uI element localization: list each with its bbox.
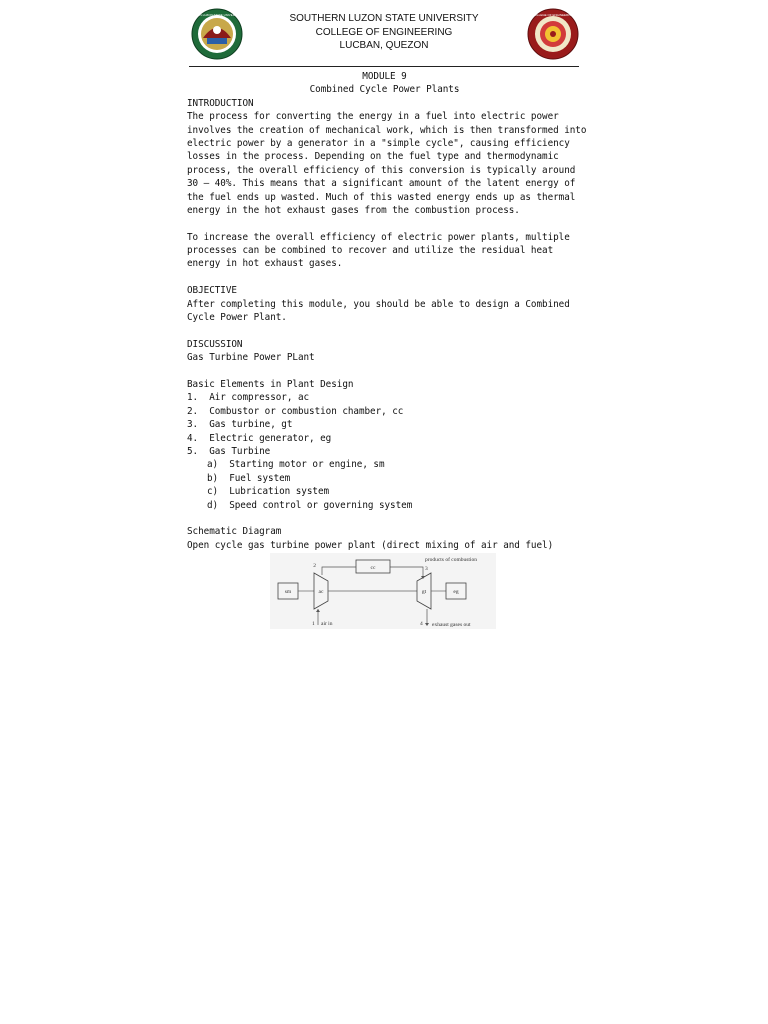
list-item: 1. Air compressor, ac bbox=[187, 392, 310, 404]
campus-location: LUCBAN, QUEZON bbox=[339, 40, 429, 51]
module-title: Combined Cycle Power Plants bbox=[309, 84, 460, 96]
elements-heading: Basic Elements in Plant Design bbox=[187, 378, 354, 390]
state-4-label: 4 bbox=[420, 621, 423, 627]
objective-paragraph: After completing this module, you should be able to design a Combined Cycle Power Plant. bbox=[187, 298, 570, 324]
schematic-caption: Open cycle gas turbine power plant (direct mixing of air and fuel) bbox=[187, 539, 554, 551]
elements-list bbox=[187, 391, 587, 458]
module-body bbox=[187, 70, 587, 552]
introduction-paragraph-1: The process for converting the energy in a fuel into electric power involves the creation of mechanical work, which is then transformed into electric power by a generator in a "simple cycle", causing efficiency losses in the process. Depending on the fuel type and thermodynamic process, the overall efficiency of this conversion is typically around 30 – 40%. This means that a significant amount of the latent energy of the fuel ends up wasted. Much of this wasted energy ends up as thermal energy in the hot exhaust gases from the combustion process. bbox=[187, 111, 587, 216]
list-item: 2. Combustor or combustion chamber, cc bbox=[187, 405, 404, 417]
exhaust-label: exhaust gases out bbox=[432, 622, 471, 628]
gas-turbine-schematic bbox=[270, 553, 496, 629]
sm-label: sm bbox=[284, 589, 292, 595]
cc-label: cc bbox=[370, 565, 376, 571]
header-rule bbox=[189, 66, 579, 67]
air-in-label: air in bbox=[321, 621, 333, 627]
arrow-icon bbox=[316, 609, 320, 612]
gt-label: gt bbox=[421, 589, 427, 595]
products-label: products of combustion bbox=[425, 557, 477, 563]
state-1-label: 1 bbox=[312, 621, 315, 627]
letterhead bbox=[184, 8, 580, 68]
state-3-label: 3 bbox=[425, 566, 428, 572]
sub-list-item: d) Speed control or governing system bbox=[207, 499, 413, 511]
compressed-air-line bbox=[322, 567, 356, 575]
list-item: 5. Gas Turbine bbox=[187, 445, 271, 457]
module-number: MODULE 9 bbox=[362, 71, 407, 82]
university-name: SOUTHERN LUZON STATE UNIVERSITY bbox=[289, 13, 479, 24]
schematic-heading: Schematic Diagram bbox=[187, 526, 282, 538]
state-2-label: 2 bbox=[313, 563, 316, 569]
introduction-heading: INTRODUCTION bbox=[187, 97, 254, 109]
sub-list-item: a) Starting motor or engine, sm bbox=[207, 459, 385, 471]
eg-label: eg bbox=[453, 589, 459, 595]
letterhead-text bbox=[248, 12, 520, 53]
svg-text:SOUTHERN LUZON STATE UNIVERSIT: SOUTHERN LUZON STATE UNIVERSITY 1964 bbox=[184, 13, 250, 17]
list-item: 4. Electric generator, eg bbox=[187, 432, 332, 444]
hot-gas-line bbox=[390, 567, 423, 577]
introduction-paragraph-2: To increase the overall efficiency of electric power plants, multiple processes can be combined to recover and utilize the residual heat energy in hot exhaust gases. bbox=[187, 231, 570, 270]
schematic-svg bbox=[270, 553, 496, 629]
university-seal-logo bbox=[184, 8, 250, 60]
college-seal-logo bbox=[525, 8, 581, 60]
objective-heading: OBJECTIVE bbox=[187, 285, 237, 297]
svg-text:COLLEGE OF ENGINEERING: COLLEGE OF ENGINEERING bbox=[532, 13, 574, 17]
sub-elements-list bbox=[187, 458, 587, 512]
sub-list-item: b) Fuel system bbox=[207, 472, 291, 484]
ac-label: ac bbox=[318, 589, 324, 595]
list-item: 3. Gas turbine, gt bbox=[187, 419, 293, 431]
arrow-icon bbox=[425, 623, 429, 626]
discussion-subheading: Gas Turbine Power PLant bbox=[187, 352, 315, 364]
discussion-heading: DISCUSSION bbox=[187, 338, 243, 350]
college-name: COLLEGE OF ENGINEERING bbox=[315, 26, 453, 38]
sub-list-item: c) Lubrication system bbox=[207, 486, 330, 498]
